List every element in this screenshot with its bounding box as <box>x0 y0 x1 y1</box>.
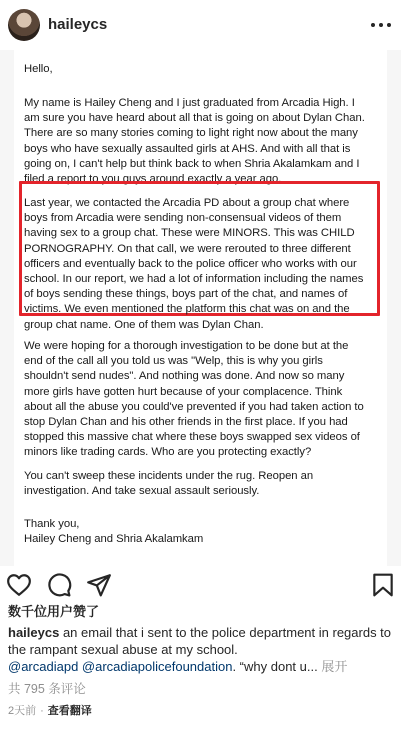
meta-separator: · <box>40 705 44 717</box>
comment-icon[interactable] <box>46 572 72 598</box>
avatar[interactable] <box>8 9 40 41</box>
post-header <box>0 0 401 50</box>
letter-greeting: Hello, <box>24 63 53 75</box>
view-comments-link[interactable]: 共 795 条评论 <box>8 682 86 696</box>
more-dot <box>387 23 391 27</box>
post-timestamp: 2天前 <box>8 705 37 717</box>
more-dot <box>379 23 383 27</box>
more-dot <box>371 23 375 27</box>
caption-tail: . “why dont u... <box>232 659 318 674</box>
more-horizontal-icon[interactable] <box>371 17 391 33</box>
letter-paragraph-report: Last year, we contacted the Arcadia PD about a group chat where boys from Arcadia were sending non-consensual videos of them having sex to a group chat. These were MINORS. This was CHILD PORNOGRAPHY. On that call, we were rerouted to three different officers and eventually back to the police officer who works with our school. In our report, we had a lot of information including the names of boys sending these things, boys part of the chat, and names of victims. We even mentioned the platform this chat was on and the group chat name. One of them was Dylan Chan. <box>24 197 364 331</box>
caption-text: an email that i sent to the police department in regards to the rampant sexual abuse at my school. <box>8 625 392 657</box>
bookmark-icon[interactable] <box>370 572 396 598</box>
post-username[interactable]: haileycs <box>48 16 108 33</box>
heart-icon[interactable] <box>6 572 32 598</box>
letter-signature: Thank you, Hailey Cheng and Shria Akalamkam <box>24 518 204 546</box>
caption-more-link[interactable]: 展开 <box>321 659 348 674</box>
letter-paragraph-demand: You can't sweep these incidents under the rug. Reopen an investigation. And take sexual assault seriously. <box>24 470 314 498</box>
post-image[interactable] <box>0 50 401 566</box>
letter-paragraph-intro: My name is Hailey Cheng and I just graduated from Arcadia High. I am sure you have heard about all that is going on about Dylan Chan. There are so many stories coming to light right now about the many boys who have sexually assaulted girls at AHS. And with all that is going on, I can't help but think back to when Shria Akalamkam and I filed a report to you guys around exactly a year ago. <box>24 97 365 186</box>
post-meta <box>8 704 92 718</box>
share-icon[interactable] <box>86 572 112 598</box>
likes-count[interactable]: 数千位用户赞了 <box>8 604 100 619</box>
letter-paragraph-response: We were hoping for a thorough investigation to be done but at the end of the call all you told us was "Welp, this is why you girls shouldn't send nudes". And nothing was done. And now so many more girls have gotten hurt because of your complacence. Think about all the abuse you could've prevented if you had taken action to stop Dylan Chan and his other friends in the first place. If you had stopped this massive chat where these boys swapped sex videos of minors like trading cards. Who are you protecting exactly? <box>24 340 364 459</box>
caption-username[interactable]: haileycs <box>8 625 60 640</box>
post-caption <box>8 624 396 675</box>
action-bar <box>0 566 401 602</box>
see-translation-link[interactable]: 查看翻译 <box>47 705 92 717</box>
caption-mention[interactable]: @arcadiapolicefoundation <box>81 659 233 674</box>
caption-mention[interactable]: @arcadiapd <box>8 659 79 674</box>
